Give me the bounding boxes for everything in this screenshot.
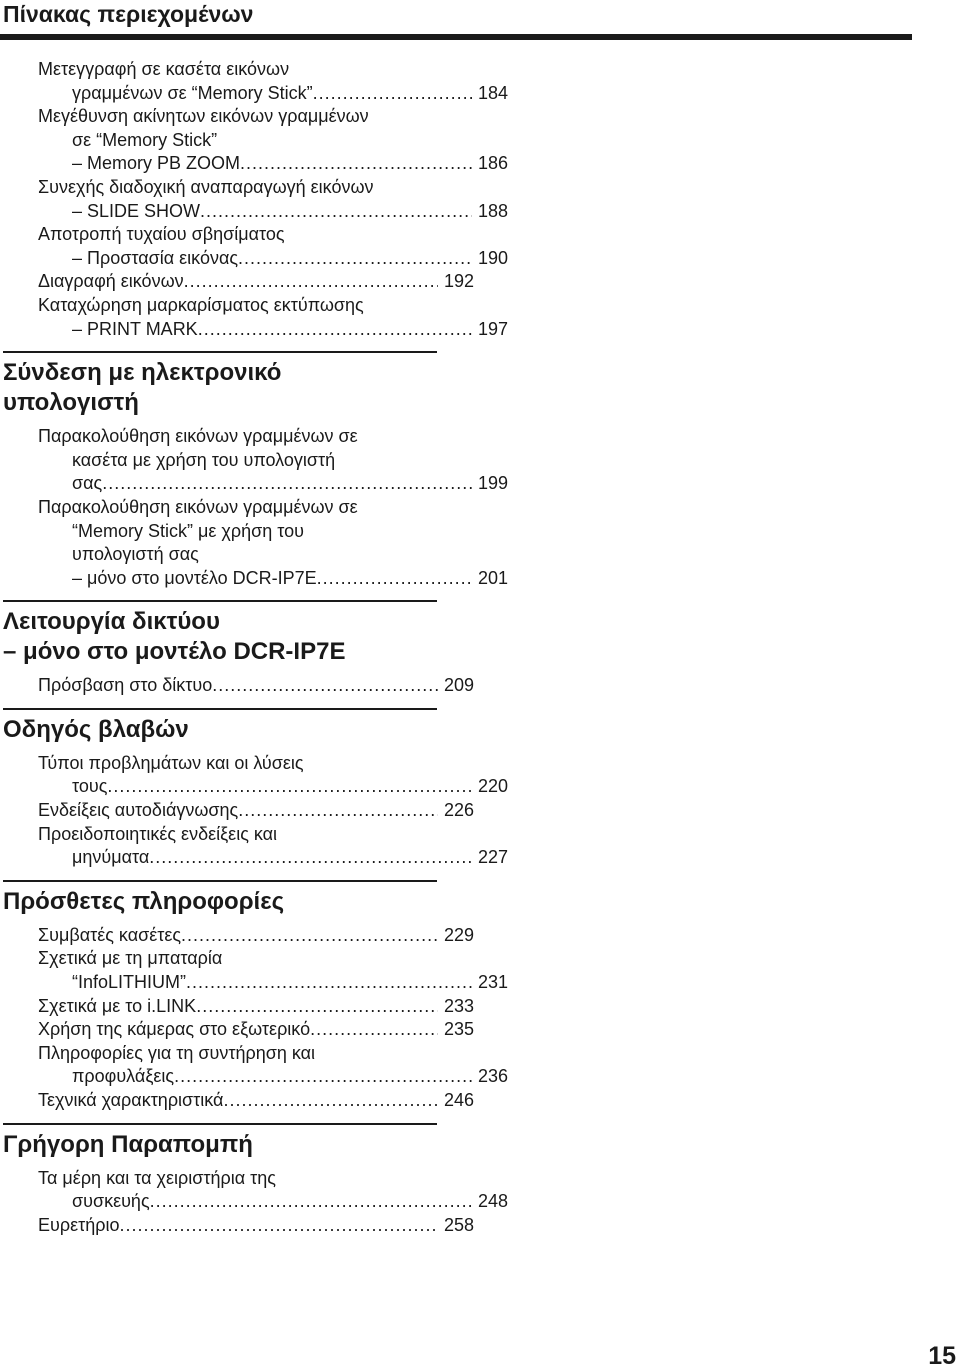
toc-entry-line: τους — [72, 776, 108, 797]
toc-entry-page-number: 188 — [477, 200, 508, 221]
toc-entry-last-line — [0, 567, 508, 591]
section-rule — [3, 708, 437, 710]
toc-entry-line: – Memory PB ZOOM — [72, 153, 241, 174]
dot-leader — [149, 846, 472, 870]
toc-entry-line: Παρακολούθηση εικόνων γραμμένων σε — [38, 426, 358, 447]
toc-entry[interactable] — [0, 1042, 508, 1089]
dot-leader — [107, 775, 472, 799]
toc-entry-line: Σχετικά με τη μπαταρία — [38, 948, 223, 969]
toc-entry-last-line — [0, 924, 474, 948]
toc-entry-page-number: 236 — [477, 1066, 508, 1087]
toc-entry-page-number: 186 — [477, 153, 508, 174]
dot-leader — [200, 200, 472, 224]
toc-entry[interactable] — [0, 752, 508, 799]
dot-leader — [223, 1089, 437, 1113]
toc-entry-page-number: 197 — [477, 318, 508, 339]
toc-entry-line: – Προστασία εικόνας — [72, 247, 239, 268]
toc-entry[interactable] — [0, 105, 508, 176]
toc-entry[interactable] — [0, 1089, 474, 1113]
section-title — [3, 1130, 440, 1160]
toc-entry-last-line — [0, 1018, 474, 1042]
toc-entry-line: υπολογιστή σας — [72, 544, 199, 565]
toc-entry-line: – SLIDE SHOW — [72, 200, 201, 221]
dot-leader — [198, 318, 472, 342]
toc-entry-last-line — [0, 971, 508, 995]
dot-leader — [310, 1018, 438, 1042]
toc-entry-last-line — [0, 799, 474, 823]
toc-entry-line: σας — [72, 473, 103, 494]
toc-entry-line: Προειδοποιητικές ενδείξεις και — [38, 823, 278, 844]
toc-entry-page-number: 184 — [477, 82, 508, 103]
table-of-contents — [0, 58, 508, 1247]
toc-entry-line: Σχετικά με το i.LINK — [38, 995, 197, 1016]
toc-entry-line: συσκευής — [72, 1191, 150, 1212]
dot-leader — [119, 1214, 437, 1238]
toc-entry[interactable] — [0, 270, 474, 294]
toc-entry-line: “InfoLITHIUM” — [72, 972, 187, 993]
toc-entry-line: προφυλάξεις — [72, 1066, 175, 1087]
section-title-line: Σύνδεση με ηλεκτρονικό — [3, 359, 282, 387]
dot-leader — [150, 1190, 472, 1214]
toc-entry-last-line — [0, 995, 474, 1019]
toc-entry-line: Συμβατές κασέτες — [38, 924, 182, 945]
toc-entry-page-number: 209 — [443, 675, 474, 696]
toc-entry[interactable] — [0, 294, 508, 341]
toc-entry-page-number: 190 — [477, 247, 508, 268]
dot-leader — [102, 472, 472, 496]
toc-entry-page-number: 248 — [477, 1191, 508, 1212]
toc-entry[interactable] — [0, 223, 508, 270]
toc-entry[interactable] — [0, 1214, 474, 1238]
section-title-line: Πρόσθετες πληροφορίες — [3, 887, 285, 915]
dot-leader — [186, 971, 472, 995]
toc-entry-last-line — [0, 318, 508, 342]
toc-entry[interactable] — [0, 1018, 474, 1042]
toc-section — [0, 880, 508, 1123]
toc-entry[interactable] — [0, 176, 508, 223]
toc-entry[interactable] — [0, 425, 508, 496]
toc-entry-line: – PRINT MARK — [72, 318, 198, 339]
toc-entry-last-line — [0, 152, 508, 176]
toc-entry[interactable] — [0, 799, 474, 823]
toc-entry-page-number: 199 — [477, 473, 508, 494]
section-title-line: Οδηγός βλαβών — [3, 715, 189, 743]
toc-entry-last-line — [0, 1190, 508, 1214]
toc-entry-page-number: 258 — [443, 1214, 474, 1235]
section-title — [3, 887, 440, 917]
toc-entry-line: Τεχνικά χαρακτηριστικά — [38, 1090, 224, 1110]
toc-section — [0, 708, 508, 880]
toc-entry[interactable] — [0, 58, 508, 105]
section-rule — [3, 600, 437, 602]
toc-entry-page-number: 226 — [443, 800, 474, 821]
toc-entry-line: σε “Memory Stick” — [72, 129, 218, 150]
dot-leader — [196, 995, 438, 1019]
toc-entry-last-line — [0, 472, 508, 496]
toc-entry-last-line — [0, 270, 474, 294]
title-rule — [0, 34, 912, 40]
section-rule — [3, 1123, 437, 1125]
toc-entry-page-number: 227 — [477, 847, 508, 868]
page-number: 15 — [928, 1342, 956, 1370]
toc-entry-last-line — [0, 247, 508, 271]
toc-entry[interactable] — [0, 496, 508, 590]
toc-entry-last-line — [0, 1214, 474, 1238]
toc-entry-line: Τύποι προβλημάτων και οι λύσεις — [38, 752, 304, 773]
toc-entry-line: Αποτροπή τυχαίου σβησίματος — [38, 224, 285, 245]
toc-entry-line: κασέτα με χρήση του υπολογιστή — [72, 449, 336, 470]
toc-entry-line: Πρόσβαση στο δίκτυο — [38, 675, 213, 696]
toc-entry-last-line — [0, 82, 508, 106]
section-title-line: Γρήγορη Παραπομπή — [3, 1130, 253, 1158]
toc-entry[interactable] — [0, 1167, 508, 1214]
section-title — [3, 715, 440, 745]
dot-leader — [212, 674, 438, 698]
toc-entry-page-number: 233 — [443, 995, 474, 1016]
section-title — [3, 607, 440, 667]
toc-entry-page-number: 229 — [443, 924, 474, 945]
toc-entry-line: Καταχώρηση μαρκαρίσματος εκτύπωσης — [38, 294, 364, 315]
toc-entry-page-number: 235 — [443, 1019, 474, 1040]
toc-entry-page-number: 192 — [443, 271, 474, 292]
toc-entry-line: Χρήση της κάμερας στο εξωτερικό — [38, 1019, 311, 1040]
toc-section — [0, 58, 508, 351]
toc-entry-line: “Memory Stick” με χρήση του — [72, 520, 304, 541]
dot-leader — [238, 799, 438, 823]
toc-entry-line: Τα μέρη και τα χειριστήρια της — [38, 1167, 276, 1188]
section-title-line: – μόνο στο μοντέλο DCR-IP7E — [3, 638, 346, 666]
dot-leader — [240, 152, 472, 176]
dot-leader — [313, 82, 472, 106]
section-title-line: υπολογιστή — [3, 389, 139, 417]
toc-entry-last-line — [0, 1089, 474, 1113]
toc-entry-page-number: 231 — [477, 972, 508, 993]
toc-entry-last-line — [0, 200, 508, 224]
toc-entry-page-number: 246 — [443, 1090, 474, 1110]
dot-leader — [184, 270, 438, 294]
dot-leader — [181, 924, 438, 948]
toc-entry-line: Διαγραφή εικόνων — [38, 271, 184, 292]
toc-entry-line: Ενδείξεις αυτοδιάγνωσης — [38, 800, 239, 821]
toc-entry-line: Συνεχής διαδοχική αναπαραγωγή εικόνων — [38, 176, 374, 197]
toc-entry[interactable] — [0, 995, 474, 1019]
toc-section — [0, 351, 508, 600]
toc-entry-last-line — [0, 674, 474, 698]
page-title: Πίνακας περιεχομένων — [3, 1, 254, 27]
section-title-line: Λειτουργία δικτύου — [3, 608, 220, 636]
toc-section — [0, 1123, 508, 1248]
toc-entry-line: – μόνο στο μοντέλο DCR-IP7E — [72, 567, 317, 588]
toc-entry-last-line — [0, 846, 508, 870]
toc-entry-line: Παρακολούθηση εικόνων γραμμένων σε — [38, 496, 358, 517]
toc-entry-line: Πληροφορίες για τη συντήρηση και — [38, 1042, 316, 1063]
toc-entry-line: Μετεγγραφή σε κασέτα εικόνων — [38, 59, 290, 79]
toc-entry[interactable] — [0, 823, 508, 870]
toc-entry-line: μηνύματα — [72, 847, 150, 868]
toc-entry-line: Μεγέθυνση ακίνητων εικόνων γραμμένων — [38, 106, 369, 127]
dot-leader — [317, 567, 472, 591]
toc-entry-last-line — [0, 775, 508, 799]
dot-leader — [238, 247, 472, 271]
toc-entry[interactable] — [0, 674, 474, 698]
toc-entry-line: γραμμένων σε “Memory Stick” — [72, 82, 313, 103]
section-title — [3, 358, 440, 418]
toc-entry[interactable] — [0, 924, 474, 948]
section-rule — [3, 880, 437, 882]
toc-entry-page-number: 201 — [477, 567, 508, 588]
toc-entry-page-number: 220 — [477, 776, 508, 797]
toc-section — [0, 600, 474, 708]
dot-leader — [174, 1065, 472, 1089]
toc-entry[interactable] — [0, 947, 508, 994]
section-rule — [3, 351, 437, 353]
toc-entry-line: Ευρετήριο — [38, 1214, 120, 1235]
toc-entry-last-line — [0, 1065, 508, 1089]
